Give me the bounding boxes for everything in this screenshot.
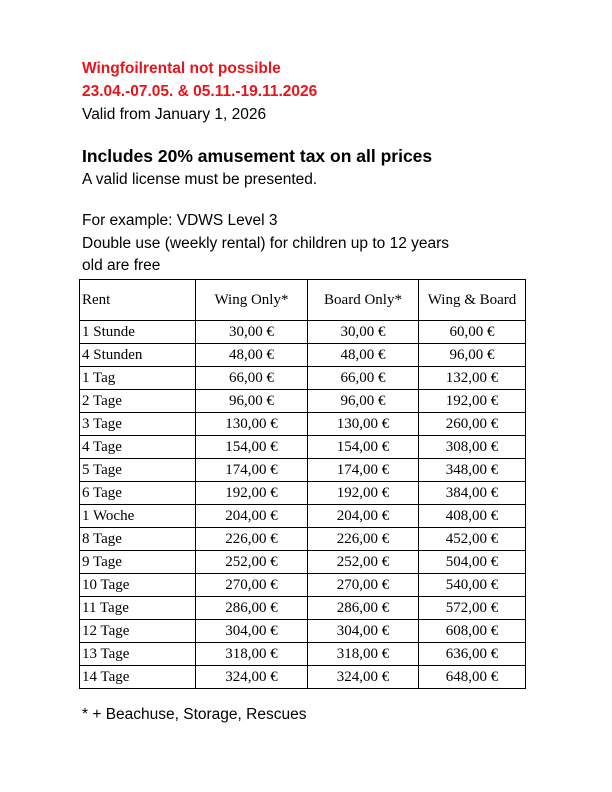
- duration-cell: 9 Tage: [80, 551, 196, 574]
- duration-cell: 10 Tage: [80, 574, 196, 597]
- duration-cell: 3 Tage: [80, 413, 196, 436]
- board-only-price: 324,00 €: [308, 666, 419, 689]
- wing-only-price: 154,00 €: [196, 436, 308, 459]
- wing-only-price: 304,00 €: [196, 620, 308, 643]
- table-row: [80, 643, 526, 666]
- board-only-price: 96,00 €: [308, 390, 419, 413]
- footnote: * + Beachuse, Storage, Rescues: [82, 706, 307, 723]
- table-row: [80, 459, 526, 482]
- table-row: [80, 436, 526, 459]
- rental-price-table: [79, 279, 526, 689]
- wing-and-board-price: 540,00 €: [419, 574, 526, 597]
- wing-only-price: 96,00 €: [196, 390, 308, 413]
- wing-only-price: 48,00 €: [196, 344, 308, 367]
- board-only-price: 304,00 €: [308, 620, 419, 643]
- valid-from-text: Valid from January 1, 2026: [82, 106, 267, 123]
- wing-and-board-price: 60,00 €: [419, 321, 526, 344]
- table-row: [80, 367, 526, 390]
- duration-cell: 1 Woche: [80, 505, 196, 528]
- board-only-price: 174,00 €: [308, 459, 419, 482]
- wing-only-price: 30,00 €: [196, 321, 308, 344]
- board-only-price: 154,00 €: [308, 436, 419, 459]
- wing-only-price: 226,00 €: [196, 528, 308, 551]
- board-only-price: 318,00 €: [308, 643, 419, 666]
- wing-only-price: 286,00 €: [196, 597, 308, 620]
- children-note-line1: Double use (weekly rental) for children up to 12 years: [82, 235, 450, 252]
- board-only-price: 252,00 €: [308, 551, 419, 574]
- wing-only-price: 252,00 €: [196, 551, 308, 574]
- duration-cell: 11 Tage: [80, 597, 196, 620]
- wing-only-price: 174,00 €: [196, 459, 308, 482]
- table-row: [80, 528, 526, 551]
- wing-and-board-price: 260,00 €: [419, 413, 526, 436]
- table-row: [80, 390, 526, 413]
- header-wing-and-board: Wing & Board: [419, 280, 526, 321]
- duration-cell: 14 Tage: [80, 666, 196, 689]
- wing-only-price: 192,00 €: [196, 482, 308, 505]
- duration-cell: 1 Stunde: [80, 321, 196, 344]
- table-row: [80, 597, 526, 620]
- header-wing-only: Wing Only*: [196, 280, 308, 321]
- board-only-price: 226,00 €: [308, 528, 419, 551]
- wing-and-board-price: 408,00 €: [419, 505, 526, 528]
- wing-and-board-price: 452,00 €: [419, 528, 526, 551]
- table-row: [80, 574, 526, 597]
- rental-unavailable-notice: Wingfoilrental not possible: [82, 60, 281, 77]
- board-only-price: 48,00 €: [308, 344, 419, 367]
- board-only-price: 204,00 €: [308, 505, 419, 528]
- wing-and-board-price: 132,00 €: [419, 367, 526, 390]
- duration-cell: 4 Tage: [80, 436, 196, 459]
- table-row: [80, 413, 526, 436]
- board-only-price: 30,00 €: [308, 321, 419, 344]
- table-row: [80, 344, 526, 367]
- duration-cell: 13 Tage: [80, 643, 196, 666]
- wing-and-board-price: 308,00 €: [419, 436, 526, 459]
- license-note: A valid license must be presented.: [82, 171, 318, 188]
- duration-cell: 1 Tag: [80, 367, 196, 390]
- wing-only-price: 324,00 €: [196, 666, 308, 689]
- board-only-price: 192,00 €: [308, 482, 419, 505]
- board-only-price: 66,00 €: [308, 367, 419, 390]
- table-header-row: [80, 280, 526, 321]
- wing-only-price: 318,00 €: [196, 643, 308, 666]
- wing-and-board-price: 608,00 €: [419, 620, 526, 643]
- board-only-price: 130,00 €: [308, 413, 419, 436]
- wing-and-board-price: 504,00 €: [419, 551, 526, 574]
- duration-cell: 4 Stunden: [80, 344, 196, 367]
- wing-and-board-price: 648,00 €: [419, 666, 526, 689]
- table-row: [80, 505, 526, 528]
- wing-and-board-price: 636,00 €: [419, 643, 526, 666]
- duration-cell: 5 Tage: [80, 459, 196, 482]
- table-row: [80, 321, 526, 344]
- wing-only-price: 270,00 €: [196, 574, 308, 597]
- board-only-price: 270,00 €: [308, 574, 419, 597]
- table-row: [80, 551, 526, 574]
- header-board-only: Board Only*: [308, 280, 419, 321]
- wing-only-price: 130,00 €: [196, 413, 308, 436]
- example-note: For example: VDWS Level 3: [82, 212, 278, 229]
- duration-cell: 6 Tage: [80, 482, 196, 505]
- rental-unavailable-dates: 23.04.-07.05. & 05.11.-19.11.2026: [82, 83, 318, 100]
- table-row: [80, 482, 526, 505]
- wing-and-board-price: 192,00 €: [419, 390, 526, 413]
- wing-and-board-price: 384,00 €: [419, 482, 526, 505]
- duration-cell: 12 Tage: [80, 620, 196, 643]
- wing-and-board-price: 348,00 €: [419, 459, 526, 482]
- children-note-line2: old are free: [82, 257, 161, 274]
- table-row: [80, 666, 526, 689]
- duration-cell: 8 Tage: [80, 528, 196, 551]
- wing-and-board-price: 572,00 €: [419, 597, 526, 620]
- wing-and-board-price: 96,00 €: [419, 344, 526, 367]
- tax-heading: Includes 20% amusement tax on all prices: [82, 146, 433, 166]
- wing-only-price: 204,00 €: [196, 505, 308, 528]
- header-rent: Rent: [80, 280, 196, 321]
- duration-cell: 2 Tage: [80, 390, 196, 413]
- table-row: [80, 620, 526, 643]
- board-only-price: 286,00 €: [308, 597, 419, 620]
- wing-only-price: 66,00 €: [196, 367, 308, 390]
